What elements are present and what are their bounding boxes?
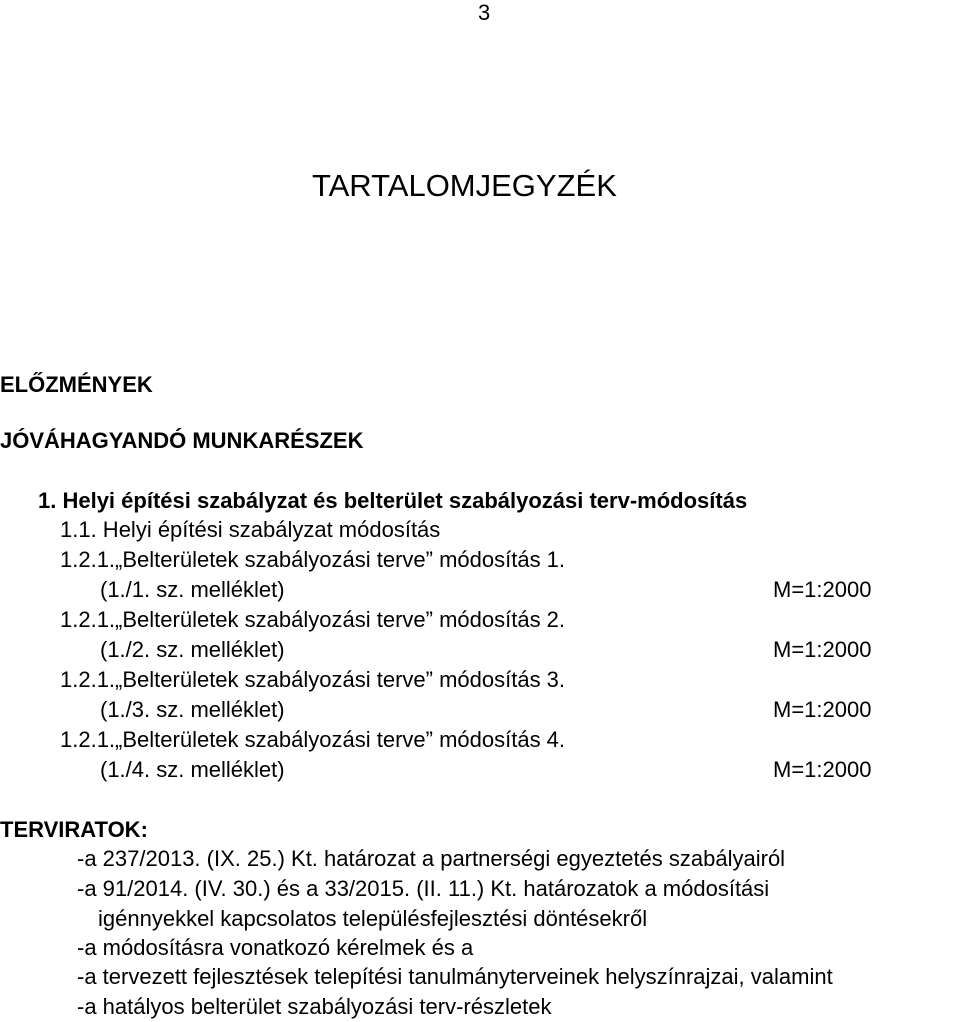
map-title-3: 1.2.1.„Belterületek szabályozási terve” módosítás 3. [60,667,566,692]
section-munkareszek: JÓVÁHAGYANDÓ MUNKARÉSZEK [0,428,364,453]
map-title-2: 1.2.1.„Belterületek szabályozási terve” módosítás 2. [60,607,566,632]
chapter-heading: 1. Helyi építési szabályzat és belterület szabályozási terv-módosítás [38,488,748,513]
terviratok-item-4: -a tervezett fejlesztések telepítési tanulmányterveinek helyszínrajzai, valamint [77,964,833,989]
map-annex-1: (1./1. sz. melléklet) [100,577,285,602]
terviratok-item-2: -a 91/2014. (IV. 30.) és a 33/2015. (II. 11.) Kt. határozatok a módosítási [77,876,770,901]
section-elozmenyek: ELŐZMÉNYEK [0,372,153,397]
page-title: TARTALOMJEGYZÉK [312,168,617,203]
map-title-4: 1.2.1.„Belterületek szabályozási terve” módosítás 4. [60,727,566,752]
map-scale-1: M=1:2000 [773,577,872,602]
terviratok-heading: TERVIRATOK: [0,817,148,842]
terviratok-item-3: -a módosításra vonatkozó kérelmek és a [77,935,474,960]
terviratok-item-1: -a 237/2013. (IX. 25.) Kt. határozat a partnerségi egyeztetés szabályairól [77,846,786,871]
map-scale-2: M=1:2000 [773,637,872,662]
terviratok-item-5: -a hatályos belterület szabályozási terv-részletek [77,994,552,1019]
terviratok-item-2-cont: igénnyekkel kapcsolatos településfejlesztési döntésekről [98,906,648,931]
map-annex-3: (1./3. sz. melléklet) [100,697,285,722]
map-annex-4: (1./4. sz. melléklet) [100,757,285,782]
page-number: 3 [478,0,491,25]
map-annex-2: (1./2. sz. melléklet) [100,637,285,662]
map-title-1: 1.2.1.„Belterületek szabályozási terve” módosítás 1. [60,547,566,572]
map-scale-4: M=1:2000 [773,757,872,782]
map-scale-3: M=1:2000 [773,697,872,722]
chapter-sub-heading: 1.1. Helyi építési szabályzat módosítás [60,517,441,542]
